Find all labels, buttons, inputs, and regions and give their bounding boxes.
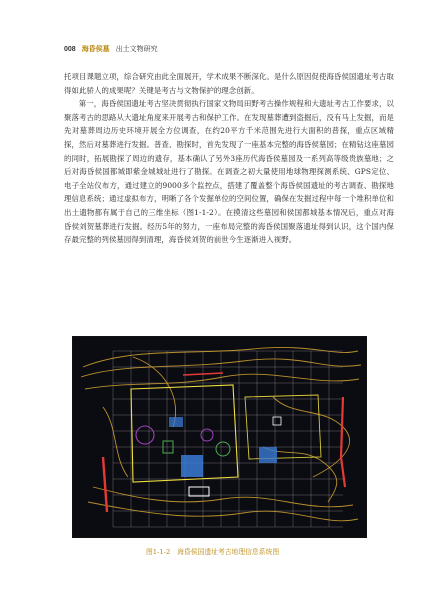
mound-feature [201,429,213,441]
contour-line [88,502,358,521]
paragraph-2: 第一，海昏侯国遗址考古坚决贯彻执行国家文物局田野考古操作规程和大遗址考古工作要求，以聚落考古的思路从大遗址角度来开展考古和保护工作。在发现墓葬遭到盗掘后，没有马上发掘，而是先对墓葬周边历史环境开展全方位调查，在约20平方千米范围先进行大面积的普探，重点区域精探，然后对墓葬进行发掘。普查、勘探时，首先发现了一座基本完整的海昏侯墓园；在精钻这座墓园的同时，拓展勘探了周边的遗存，基本确认了另外3座历代海昏侯墓园及一系列高等级贵族墓地；之后对海昏侯国都城即紫金城城址进行了勘探。在调查之初大量使用地球物理探测系统、GPS定位、电子全站仪布方，通过建立的9000多个监控点，搭建了覆盖整个海昏侯国遗址的考古调查、勘探地理信息系统；通过虚拟布方，明晰了各个发掘单位的空间位置，确保在发掘过程中每一个堆积单位和出土遗物都有属于自己的三维坐标（图1-1-2）。在摸清这些墓园和侯国都城基本情况后，重点对海昏侯刘贺墓葬进行发掘。经历5年的努力，一座布局完整的海昏侯国聚落遗址得到认识，这个国内保存最完整的列侯墓园得到清理，海昏侯刘贺的前世今生逐渐进入视野。 [64,99,394,245]
boundary-line [103,457,107,512]
figure-caption: 图1-1-2 海昏侯国遗址考古地理信息系统图 [146,548,280,556]
contour-line [85,374,359,389]
gis-map-image [73,337,366,537]
tomb-feature [169,417,183,427]
marker-box [189,487,209,496]
gis-map-figure [72,336,367,538]
tomb-feature [259,447,277,463]
mound-feature [136,426,154,444]
marker-box [273,417,281,425]
boundary-line [341,397,345,487]
running-header [64,44,158,54]
paragraph-1: 托项目课题立项，综合研究由此全面展开，学术成果不断深化。是什么原因促使海昏侯国遗址考古取得如此骄人的成果呢？关键是考古与文物保护的理念创新。 [64,72,394,95]
pit-feature [216,442,230,456]
boundary-line [183,373,223,375]
series-title: 海昏侯墓 [81,44,110,53]
contour-line [103,407,128,477]
body-text [64,70,394,247]
book-title: 出土文物研究 [115,45,158,53]
tomb-feature [181,455,203,477]
contour-line [273,397,350,477]
contour-line [83,347,358,367]
contour-line [93,487,353,507]
page-number: 008 [64,46,76,53]
